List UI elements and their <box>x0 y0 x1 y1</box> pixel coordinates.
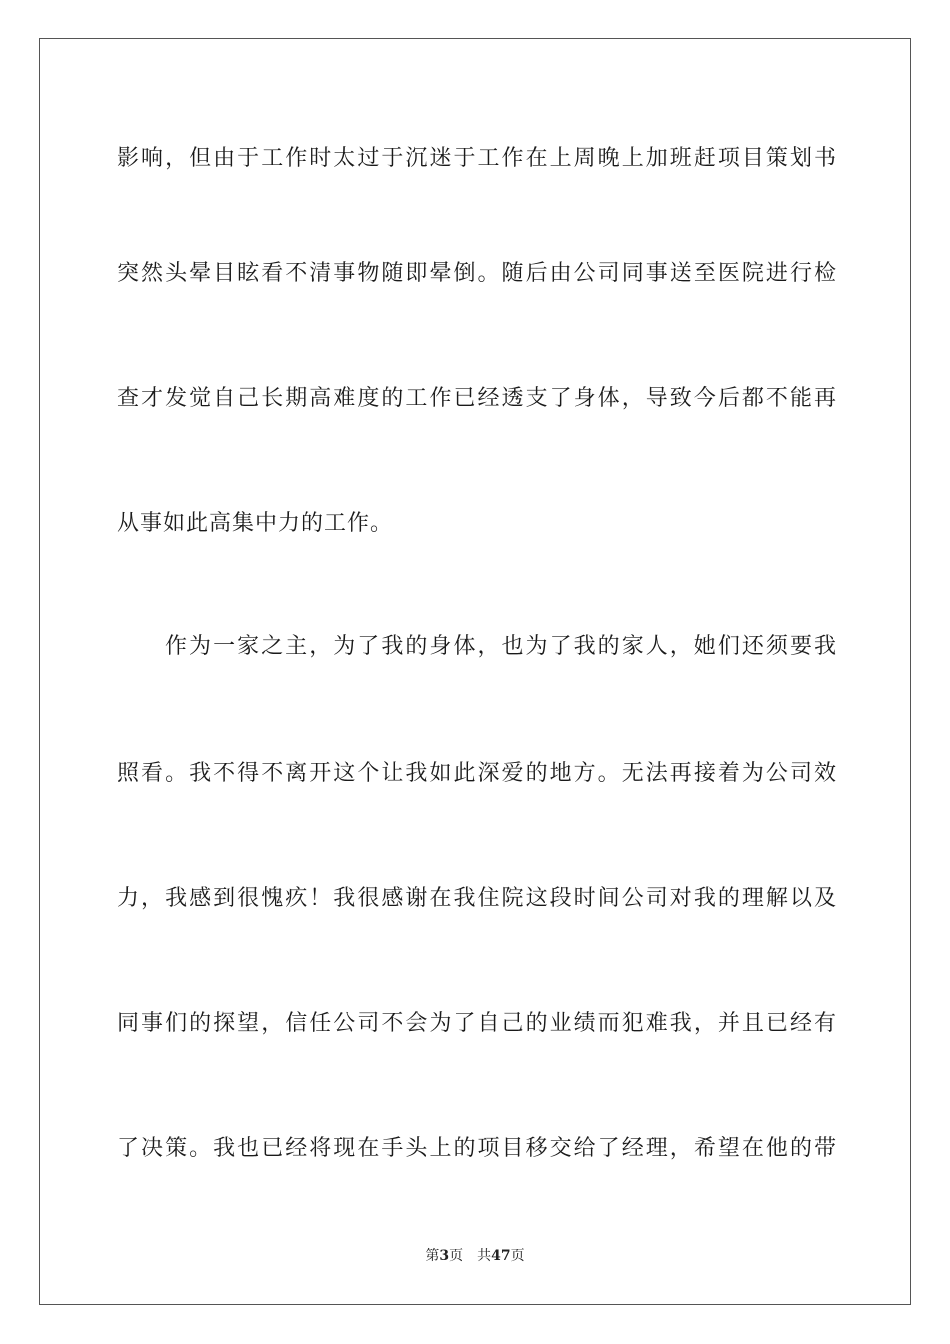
text-line-6: 照看。我不得不离开这个让我如此深爱的地方。无法再接着为公司效 <box>117 761 837 786</box>
text-line-3: 查才发觉自己长期高难度的工作已经透支了身体，导致今后都不能再 <box>117 386 837 411</box>
page-border <box>39 38 911 1305</box>
text-line-5: 作为一家之主，为了我的身体，也为了我的家人，她们还须要我 <box>165 634 837 659</box>
text-line-8: 同事们的探望，信任公司不会为了自己的业绩而犯难我，并且已经有 <box>117 1011 837 1036</box>
page-suffix: 页 <box>449 1248 464 1264</box>
text-line-9: 了决策。我也已经将现在手头上的项目移交给了经理，希望在他的带 <box>117 1136 837 1161</box>
total-suffix: 页 <box>510 1248 525 1264</box>
page-footer <box>0 1247 950 1265</box>
text-line-7: 力，我感到很愧疚！我很感谢在我住院这段时间公司对我的理解以及 <box>117 886 837 911</box>
page-prefix: 第 <box>425 1248 440 1264</box>
text-line-4: 从事如此高集中力的工作。 <box>117 511 394 536</box>
text-line-1: 影响，但由于工作时太过于沉迷于工作在上周晚上加班赶项目策划书 <box>117 146 837 171</box>
current-page-number: 3 <box>439 1248 450 1264</box>
total-prefix: 共 <box>477 1248 492 1264</box>
total-page-count: 47 <box>491 1248 511 1264</box>
text-line-2: 突然头晕目眩看不清事物随即晕倒。随后由公司同事送至医院进行检 <box>117 261 837 286</box>
